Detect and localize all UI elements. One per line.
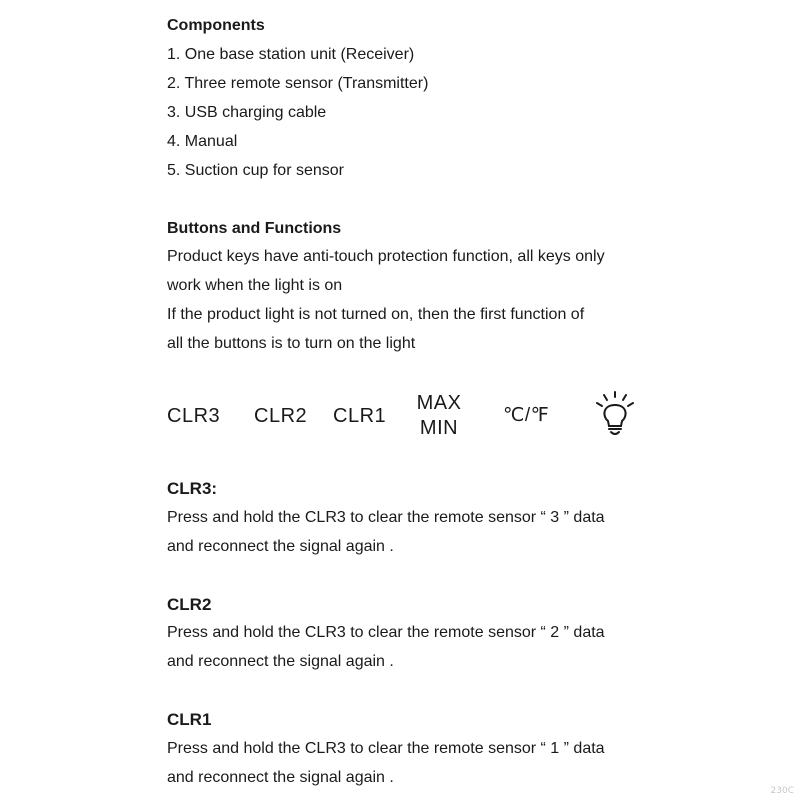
clr2-description-line-2: and reconnect the signal again . <box>167 653 394 670</box>
clr3-description-line-2: and reconnect the signal again . <box>167 538 394 555</box>
key-max-label: MAX <box>416 392 462 414</box>
component-item-3: 3. USB charging cable <box>167 104 327 121</box>
buttons-text-line-4: all the buttons is to turn on the light <box>167 335 416 352</box>
watermark: 230C <box>770 786 794 796</box>
clr1-description-line-2: and reconnect the signal again . <box>167 769 394 786</box>
clr1-heading: CLR1 <box>167 710 212 729</box>
buttons-heading: Buttons and Functions <box>167 220 342 237</box>
key-clr1-label: CLR1 <box>333 405 387 427</box>
key-unit-label: ℃/℉ <box>503 405 550 426</box>
clr2-heading: CLR2 <box>167 595 212 614</box>
light-bulb-icon <box>593 390 637 438</box>
component-item-4: 4. Manual <box>167 133 238 150</box>
buttons-text-line-2: work when the light is on <box>167 277 343 294</box>
component-item-1: 1. One base station unit (Receiver) <box>167 46 415 63</box>
components-heading: Components <box>167 17 265 34</box>
clr3-heading: CLR3: <box>167 479 218 498</box>
component-item-5: 5. Suction cup for sensor <box>167 162 344 179</box>
clr2-description-line-1: Press and hold the CLR3 to clear the remote sensor “ 2 ” data <box>167 624 605 641</box>
key-min-label: MIN <box>419 417 459 439</box>
key-clr2-label: CLR2 <box>254 405 308 427</box>
component-item-2: 2. Three remote sensor (Transmitter) <box>167 75 429 92</box>
clr3-description-line-1: Press and hold the CLR3 to clear the remote sensor “ 3 ” data <box>167 509 605 526</box>
key-max-min-label <box>409 391 469 441</box>
buttons-text-line-1: Product keys have anti-touch protection function, all keys only <box>167 248 605 265</box>
manual-page <box>167 0 767 800</box>
key-clr3-label: CLR3 <box>167 405 221 427</box>
buttons-text-line-3: If the product light is not turned on, then the first function of <box>167 306 585 323</box>
clr1-description-line-1: Press and hold the CLR3 to clear the remote sensor “ 1 ” data <box>167 740 605 757</box>
